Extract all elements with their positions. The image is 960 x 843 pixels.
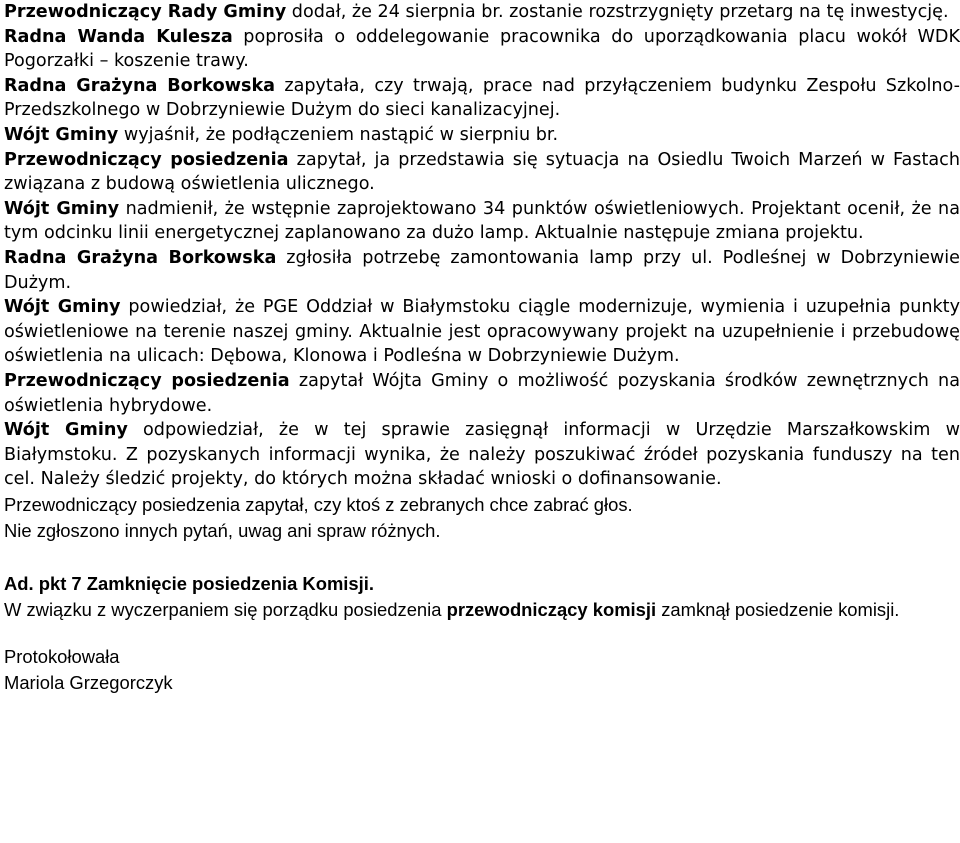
spacer (4, 624, 960, 644)
speaker: Przewodniczący posiedzenia (4, 149, 289, 170)
paragraph-text: dodał, że 24 sierpnia br. zostanie rozstrzygnięty przetarg na tę inwestycję. (286, 2, 949, 22)
paragraph-text: zapytał, ja przedstawia się sytuacja na Osiedlu Twoich Marzeń w Fastach związana z budową oświetlenia ulicznego. (4, 149, 960, 195)
speaker: Radna Wanda Kulesza (4, 26, 233, 47)
paragraph-6 (4, 197, 960, 246)
paragraph-text: nadmienił, że wstępnie zaprojektowano 34 punktów oświetleniowych. Projektant ocenił, że na tym odcinku linii energetycznej zaplanowano za dużo lamp. Aktualnie następuje zmiana projektu. (4, 198, 960, 244)
document-body (4, 0, 960, 697)
speaker: Przewodniczący Rady Gminy (4, 2, 287, 22)
paragraph-text: poprosiła o oddelegowanie pracownika do uporządkowania placu wokół WDK Pogorzałki – koszenie trawy. (4, 26, 960, 72)
speaker: Wójt Gminy (4, 420, 128, 441)
paragraph-8 (4, 295, 960, 369)
paragraph-text: powiedział, że PGE Oddział w Białymstoku ciągle modernizuje, wymienia i uzupełnia punkty oświetleniowe na terenie naszej gminy. Aktualnie jest opracowywany projekt na uzupełnienie i przebudowę oświetlenia na ulicach: Dębowa, Klonowa i Podleśna w Dobrzyniewie Dużym. (4, 297, 960, 367)
speaker: Wójt Gminy (4, 198, 120, 219)
paragraph-text: wyjaśnił, że podłączeniem nastąpić w sierpniu br. (118, 124, 559, 145)
spacer (4, 545, 960, 571)
speaker: Radna Grażyna Borkowska (4, 75, 276, 96)
paragraph-3 (4, 74, 960, 123)
paragraph-text: odpowiedział, że w tej sprawie zasięgnął informacji w Urzędzie Marszałkowskim w Białymstoku. Z pozyskanych informacji wynika, że należy poszukiwać źródeł pozyskania funduszy na ten cel. Należy śledzić projekty, do których można składać wnioski o dofinansowanie. (4, 420, 960, 490)
speaker: Wójt Gminy (4, 124, 119, 145)
no-questions-line: Nie zgłoszono innych pytań, uwag ani spraw różnych. (4, 520, 441, 542)
paragraph-4 (4, 123, 960, 148)
closing-question-line: Przewodniczący posiedzenia zapytał, czy ktoś z zebranych chce zabrać głos. (4, 493, 633, 515)
paragraph-2 (4, 25, 960, 74)
paragraph-text: zapytał Wójta Gminy o możliwość pozyskania środków zewnętrznych na oświetlenia hybrydowe. (4, 370, 960, 416)
paragraph-1 (4, 0, 960, 25)
paragraph-9 (4, 369, 960, 418)
paragraph-5 (4, 148, 960, 197)
paragraph-10 (4, 418, 960, 492)
signature-role: Protokołowała (4, 645, 120, 667)
paragraph-7 (4, 246, 960, 295)
section-text: W związku z wyczerpaniem się porządku posiedzenia przewodniczący komisji zamknął posiedzenie komisji. (4, 599, 900, 621)
speaker: Przewodniczący posiedzenia (4, 370, 290, 391)
paragraph-text: zapytała, czy trwają, prace nad przyłączeniem budynku Zespołu Szkolno-Przedszkolnego w Dobrzyniewie Dużym do sieci kanalizacyjnej. (4, 75, 960, 121)
paragraph-text: zgłosiła potrzebę zamontowania lamp przy ul. Podleśnej w Dobrzyniewie Dużym. (4, 247, 960, 293)
section-heading: Ad. pkt 7 Zamknięcie posiedzenia Komisji. (4, 572, 374, 594)
speaker: Radna Grażyna Borkowska (4, 247, 277, 268)
signature-name: Mariola Grzegorczyk (4, 672, 173, 694)
speaker: Wójt Gminy (4, 297, 121, 318)
